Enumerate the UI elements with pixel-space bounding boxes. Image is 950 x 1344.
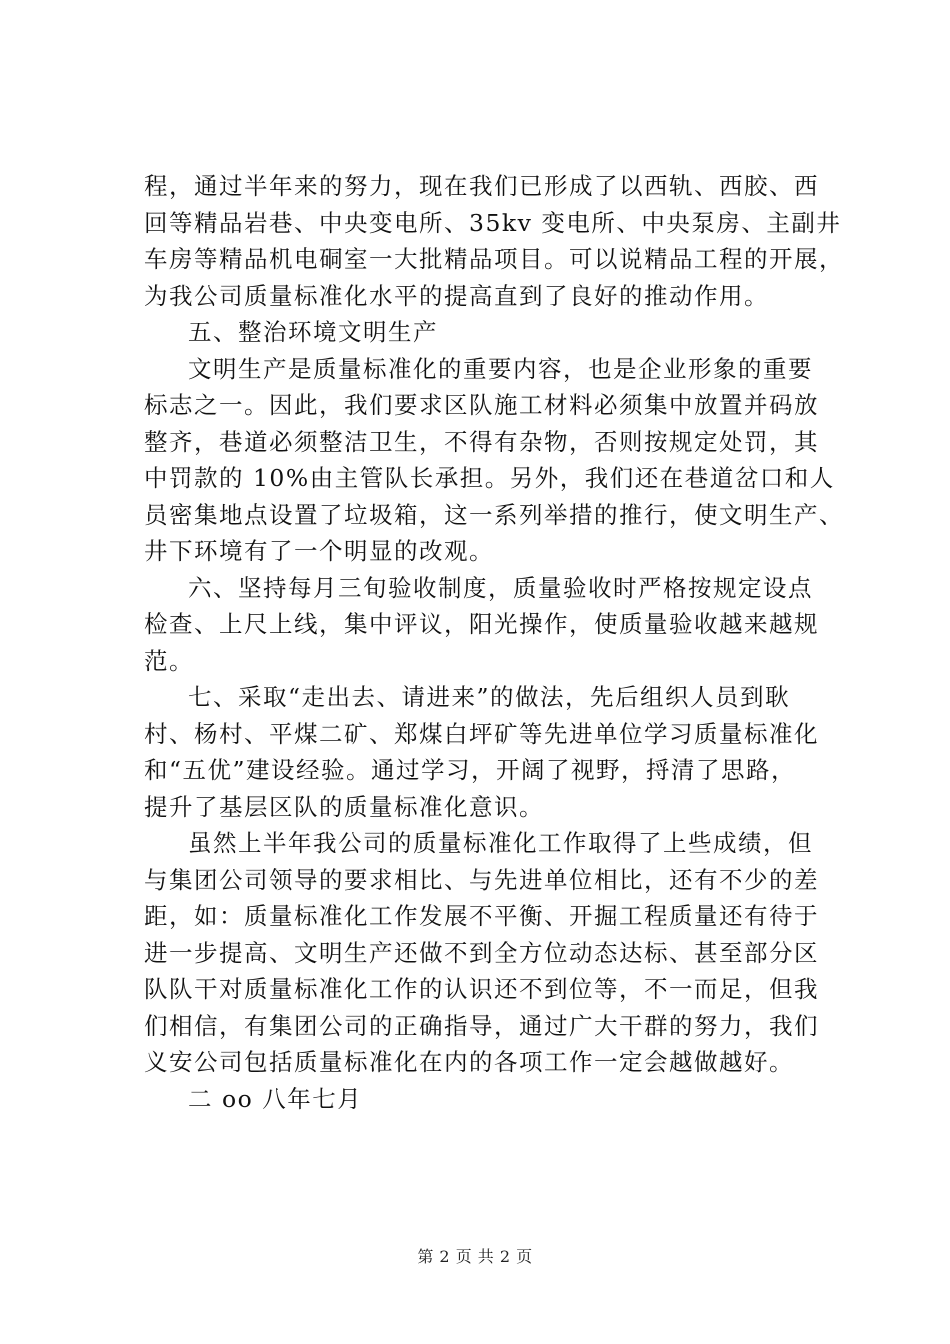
text-line: 为我公司质量标准化水平的提高直到了良好的推动作用。 (144, 281, 769, 310)
text-line: 程，通过半年来的努力，现在我们已形成了以西轨、西胶、西 (144, 172, 819, 200)
text-line: 中罚款的 10%由主管队长承担。另外，我们还在巷道岔口和人 (144, 464, 835, 492)
page-footer: 第 2 页 共 2 页 (417, 1247, 533, 1266)
text-line: 二 oo 八年七月 (188, 1084, 363, 1113)
text-line: 村、杨村、平煤二矿、郑煤白坪矿等先进单位学习质量标准化 (144, 719, 819, 748)
text-line: 七、采取“走出去、请进来”的做法，先后组织人员到耿 (188, 683, 791, 711)
text-line: 们相信，有集团公司的正确指导，通过广大干群的努力，我们 (144, 1011, 819, 1040)
text-line: 距，如：质量标准化工作发展不平衡、开掘工程质量还有待于 (144, 902, 819, 930)
document-body (144, 168, 844, 1117)
text-line: 员密集地点设置了垃圾箱，这一系列举措的推行，使文明生产、 (144, 500, 844, 529)
text-line: 进一步提高、文明生产还做不到全方位动态达标、甚至部分区 (144, 938, 819, 967)
text-line: 与集团公司领导的要求相比、与先进单位相比，还有不少的差 (144, 865, 819, 894)
text-line: 提升了基层区队的质量标准化意识。 (144, 792, 544, 821)
text-line: 六、坚持每月三旬验收制度，质量验收时严格按规定设点 (188, 573, 813, 602)
text-line: 虽然上半年我公司的质量标准化工作取得了上些成绩，但 (188, 829, 813, 857)
text-line: 范。 (144, 646, 194, 675)
text-line: 和“五优”建设经验。通过学习，开阔了视野，捋清了思路， (144, 756, 797, 784)
text-line: 回等精品岩巷、中央变电所、35kv 变电所、中央泵房、主副井 (144, 208, 842, 237)
text-line: 文明生产是质量标准化的重要内容，也是企业形象的重要 (188, 354, 813, 383)
text-line: 检查、上尺上线，集中评议，阳光操作，使质量验收越来越规 (144, 610, 819, 638)
text-line: 车房等精品机电硐室一大批精品项目。可以说精品工程的开展， (144, 245, 844, 273)
text-line: 整齐，巷道必须整洁卫生，不得有杂物，否则按规定处罚，其 (144, 427, 819, 456)
text-line: 五、整治环境文明生产 (188, 318, 438, 346)
text-line: 义安公司包括质量标准化在内的各项工作一定会越做越好。 (144, 1048, 794, 1076)
text-line: 队队干对质量标准化工作的认识还不到位等，不一而足，但我 (144, 975, 819, 1003)
text-line: 井下环境有了一个明显的改观。 (144, 537, 494, 565)
text-line: 标志之一。因此，我们要求区队施工材料必须集中放置并码放 (144, 391, 819, 419)
